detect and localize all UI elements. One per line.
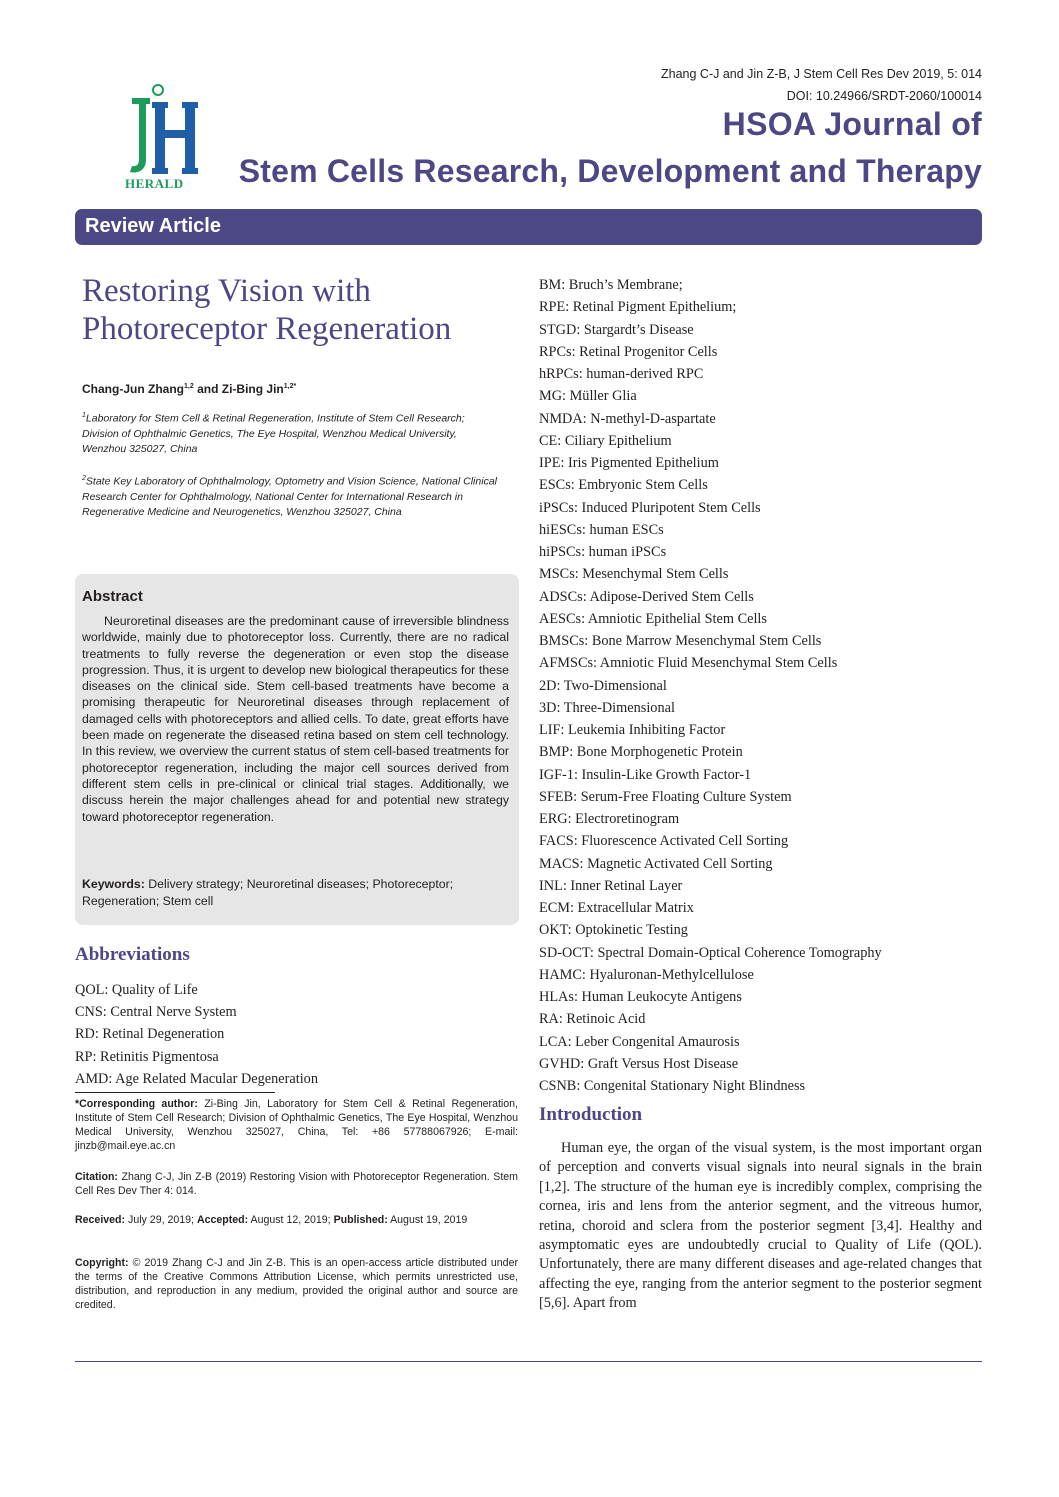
abbreviation-item: hiESCs: human ESCs <box>539 521 664 538</box>
abbreviation-item: RD: Retinal Degeneration <box>75 1026 225 1043</box>
abbreviation-item: LIF: Leukemia Inhibiting Factor <box>539 722 726 738</box>
abbreviation-item: ESCs: Embryonic Stem Cells <box>539 477 708 494</box>
abbreviation-item: IPE: Iris Pigmented Epithelium <box>539 455 719 471</box>
accepted-date: August 12, 2019; <box>250 1214 331 1226</box>
abbreviation-item: CSNB: Congenital Stationary Night Blindness <box>539 1078 806 1094</box>
logo-text: HERALD <box>125 176 184 191</box>
affiliation-2 <box>82 471 502 520</box>
abbreviation-item: MG: Müller Glia <box>539 388 637 405</box>
abbreviation-item: RPCs: Retinal Progenitor Cells <box>539 343 718 360</box>
keywords-text: Delivery strategy; Neuroretinal diseases; Photoreceptor; Regeneration; Stem cell <box>82 877 454 908</box>
published-label: Published: <box>333 1214 388 1226</box>
abbreviation-item: BMP: Bone Morphogenetic Protein <box>539 744 743 761</box>
abbreviation-item: ADSCs: Adipose-Derived Stem Cells <box>539 588 754 605</box>
abbreviation-item: RP: Retinitis Pigmentosa <box>75 1048 219 1065</box>
abbreviation-item: RPE: Retinal Pigment Epithelium; <box>539 299 737 316</box>
abbreviations-heading: Abbreviations <box>75 944 190 965</box>
page-bottom-rule <box>75 1361 982 1362</box>
journal-prefix: HSOA Journal of <box>722 106 982 142</box>
abbreviation-item: QOL: Quality of Life <box>75 982 198 998</box>
copyright-note <box>75 1256 518 1312</box>
author-1: Chang-Jun Zhang <box>82 382 184 396</box>
abbreviation-item: BMSCs: Bone Marrow Mesenchymal Stem Cells <box>539 633 822 649</box>
abbreviation-item: AFMSCs: Amniotic Fluid Mesenchymal Stem Cells <box>539 655 838 672</box>
author-2: Zi-Bing Jin <box>221 382 284 396</box>
abbreviation-item: HAMC: Hyaluronan-Methylcellulose <box>539 966 754 983</box>
affiliation-2-sup: 2 <box>82 475 86 482</box>
introduction-text: Human eye, the organ of the visual system, is the most important organ of perception and converts visual signals into neural signals in the brain [1,2]. The structure of the human eye is incredibly complex, comprising the cornea, iris and lens from the anterior segment, and the vitreous humor, retina, choroid and sclera from the posterior segment [3,4]. Healthy and asymptomatic eyes are undoubtedly crucial to Quality of Life (QOL). Unfortunately, there are many different diseases and age-related changes that affecting the eye, ranging from the anterior segment to the posterior segment [5,6]. Apart from <box>539 1140 982 1312</box>
author-1-sup: 1,2 <box>184 383 194 390</box>
author-2-sup: 1,2* <box>283 383 297 390</box>
abbreviation-item: hiPSCs: human iPSCs <box>539 544 667 560</box>
abstract-text: Neuroretinal diseases are the predominant cause of irreversible blindness worldwide, mainly due to photoreceptor loss. Currently, there are no radical treatments to fully reverse the degeneration or even stop the disease progression. Thus, it is urgent to develop new biological therapeutics for these diseases on the clinical side. Stem cell-based treatments have become a promising therapeutic for Neuroretinal diseases through replacement of damaged cells with photoreceptors and allied cells. To date, great efforts have been made on regenerate the diseased retina based on stem cell technology. In this review, we overview the current status of stem cell-based treatments for photoreceptor regeneration, including the major cell sources derived from different stem cells in pre-clinical or clinical trial stages. Additionally, we discuss herein the major challenges ahead for and potential new strategy toward photoreceptor regeneration. <box>82 614 509 824</box>
abbreviation-item: BM: Bruch’s Membrane; <box>539 277 683 293</box>
abbreviation-item: MACS: Magnetic Activated Cell Sorting <box>539 855 773 872</box>
abbreviation-item: OKT: Optokinetic Testing <box>539 922 688 939</box>
abbreviation-item: AMD: Age Related Macular Degeneration <box>75 1070 318 1087</box>
abbreviation-item: AESCs: Amniotic Epithelial Stem Cells <box>539 610 767 627</box>
abbreviation-item: SFEB: Serum-Free Floating Culture System <box>539 788 792 805</box>
citation-label: Citation: <box>75 1171 118 1183</box>
corresponding-text: Zi-Bing Jin, Laboratory for Stem Cell & Retinal Regeneration, Institute of Stem Cell Research; Division of Ophthalmic Genetics, The Eye Hospital, Wenzhou Medical University, Wenzhou 325027, China, Tel: +86 57788067926; E-mail: jinzb@mail.eye.ac.cn <box>75 1098 518 1152</box>
abbreviations-list-right <box>539 274 882 1097</box>
abbreviation-item: CE: Ciliary Epithelium <box>539 432 672 449</box>
affiliation-1 <box>82 408 502 457</box>
citation-line: Zhang C-J and Jin Z-B, J Stem Cell Res Dev 2019, 5: 014 <box>661 67 982 81</box>
affiliation-2-text: State Key Laboratory of Ophthalmology, Optometry and Vision Science, National Clinical Research Center for Ophthalmology, National Center for International Research in Regenerative Medicine and Neurogenetics, Wenzhou 325027, China <box>82 475 497 518</box>
abbreviation-item: ERG: Electroretinogram <box>539 811 680 827</box>
abbreviation-item: IGF-1: Insulin-Like Growth Factor-1 <box>539 766 752 783</box>
citation-text: Zhang C-J, Jin Z-B (2019) Restoring Vision with Photoreceptor Regeneration. Stem Cell Res Dev Ther 4: 014. <box>75 1171 518 1197</box>
abbreviations-list-left <box>75 979 318 1090</box>
affiliation-1-sup: 1 <box>82 412 86 419</box>
abbreviation-item: iPSCs: Induced Pluripotent Stem Cells <box>539 499 761 516</box>
doi-line: DOI: 10.24966/SRDT-2060/100014 <box>786 89 982 103</box>
abbreviation-item: 3D: Three-Dimensional <box>539 699 675 716</box>
published-date: August 19, 2019 <box>390 1214 468 1226</box>
keywords-label: Keywords: <box>82 877 145 891</box>
keywords <box>82 876 509 909</box>
affiliation-1-text: Laboratory for Stem Cell & Retinal Regeneration, Institute of Stem Cell Research; Division of Ophthalmic Genetics, The Eye Hospital, Wenzhou Medical University, Wenzhou 325027, China <box>82 412 465 455</box>
abbreviation-item: FACS: Fluorescence Activated Cell Sorting <box>539 833 789 850</box>
abbreviation-item: 2D: Two-Dimensional <box>539 677 667 694</box>
abbreviation-item: SD-OCT: Spectral Domain-Optical Coherence Tomography <box>539 944 882 961</box>
corresponding-label: *Corresponding author: <box>75 1098 198 1110</box>
journal-name: Stem Cells Research, Development and Therapy <box>238 153 982 189</box>
article-title: Restoring Vision with Photoreceptor Regeneration <box>82 273 452 347</box>
abbreviation-item: NMDA: N-methyl-D-aspartate <box>539 410 716 427</box>
copyright-label: Copyright: <box>75 1257 129 1269</box>
abbreviation-item: STGD: Stargardt’s Disease <box>539 321 694 338</box>
received-label: Received: <box>75 1214 126 1226</box>
introduction-heading: Introduction <box>539 1104 643 1125</box>
citation-note <box>75 1170 518 1198</box>
abbreviation-item: RA: Retinoic Acid <box>539 1011 646 1028</box>
author-joiner: and <box>193 382 222 396</box>
abbreviation-item: INL: Inner Retinal Layer <box>539 877 683 894</box>
abbreviation-item: LCA: Leber Congenital Amaurosis <box>539 1033 740 1050</box>
authors <box>82 382 296 396</box>
corresponding-author <box>75 1097 518 1153</box>
abstract-heading: Abstract <box>82 588 143 605</box>
abbreviation-item: CNS: Central Nerve System <box>75 1004 237 1021</box>
footnote-rule <box>75 1092 275 1093</box>
abbreviation-item: hRPCs: human-derived RPC <box>539 366 704 382</box>
abbreviation-item: ECM: Extracellular Matrix <box>539 900 694 916</box>
accepted-label: Accepted: <box>196 1214 249 1226</box>
abbreviation-item: HLAs: Human Leukocyte Antigens <box>539 989 742 1005</box>
abbreviation-item: GVHD: Graft Versus Host Disease <box>539 1055 739 1072</box>
copyright-text: © 2019 Zhang C-J and Jin Z-B. This is an open-access article distributed under the terms of the Creative Commons Attribution License, which permits unrestricted use, distribution, and reproduction in any medium, provided the original author and source are credited. <box>75 1257 518 1311</box>
received-date: July 29, 2019; <box>128 1214 194 1226</box>
abbreviation-item: MSCs: Mesenchymal Stem Cells <box>539 566 729 583</box>
article-type-label: Review Article <box>85 215 221 237</box>
article-type-bar <box>75 209 982 245</box>
dates-note <box>75 1213 518 1227</box>
